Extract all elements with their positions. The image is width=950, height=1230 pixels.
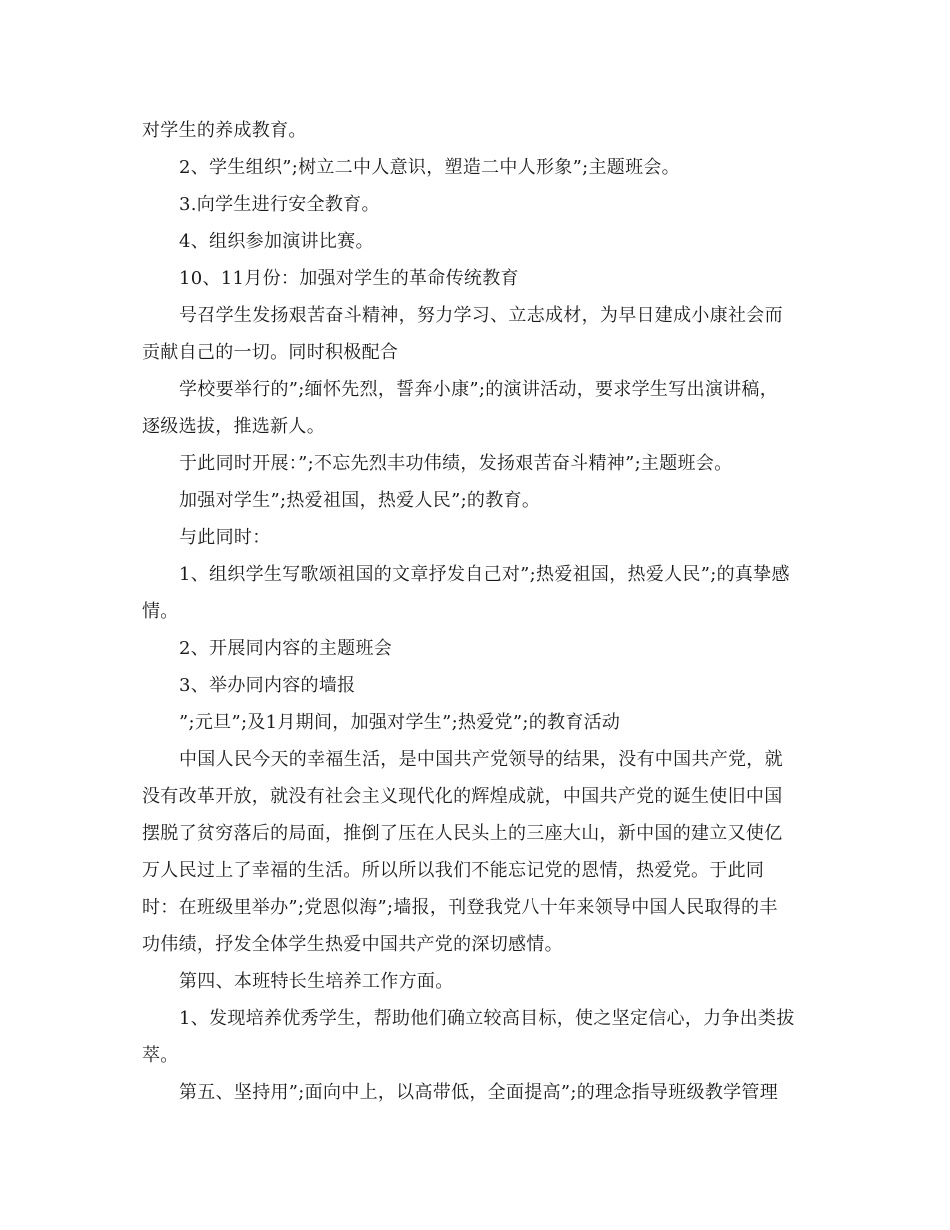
text-line: 时：在班级里举办”;党恩似海”;墙报，刊登我党八十年来领导中国人民取得的丰 bbox=[142, 897, 778, 918]
text-line: 3、举办同内容的墙报 bbox=[179, 675, 356, 696]
text-line: 贡献自己的一切。同时积极配合 bbox=[142, 342, 399, 363]
document-body bbox=[142, 112, 812, 1111]
text-line: 加强对学生”;热爱祖国，热爱人民”;的教育。 bbox=[179, 490, 541, 511]
text-line: 号召学生发扬艰苦奋斗精神，努力学习、立志成材，为早日建成小康社会而 bbox=[179, 305, 783, 326]
text-line: 摆脱了贫穷落后的局面，推倒了压在人民头上的三座大山，新中国的建立又使亿 bbox=[142, 823, 783, 844]
text-line: 情。 bbox=[142, 601, 179, 622]
text-line: 2、开展同内容的主题班会 bbox=[179, 638, 393, 659]
text-line: 万人民过上了幸福的生活。所以所以我们不能忘记党的恩情，热爱党。于此同 bbox=[142, 860, 765, 881]
text-line: 第四、本班特长生培养工作方面。 bbox=[179, 971, 454, 992]
text-line: 功伟绩，抒发全体学生热爱中国共产党的深切感情。 bbox=[142, 934, 563, 955]
text-line: 与此同时： bbox=[179, 527, 271, 548]
text-line: 萃。 bbox=[142, 1045, 179, 1066]
text-line: 对学生的养成教育。 bbox=[142, 120, 307, 141]
text-line: 第五、坚持用”;面向中上，以高带低，全面提高”;的理念指导班级教学管理 bbox=[179, 1082, 779, 1103]
text-line: 1、发现培养优秀学生，帮助他们确立较高目标，使之坚定信心，力争出类拔 bbox=[179, 1008, 795, 1029]
text-line: ”;元旦”;及1月期间，加强对学生”;热爱党”;的教育活动 bbox=[179, 712, 621, 733]
text-line: 没有改革开放，就没有社会主义现代化的辉煌成就，中国共产党的诞生使旧中国 bbox=[142, 786, 783, 807]
text-line: 10、11月份：加强对学生的革命传统教育 bbox=[179, 268, 519, 289]
text-line: 2、学生组织”;树立二中人意识，塑造二中人形象”;主题班会。 bbox=[179, 157, 680, 178]
text-line: 逐级选拔，推选新人。 bbox=[142, 416, 325, 437]
text-line: 于此同时开展：”;不忘先烈丰功伟绩，发扬艰苦奋斗精神”;主题班会。 bbox=[179, 453, 733, 474]
text-line: 4、组织参加演讲比赛。 bbox=[179, 231, 374, 252]
text-line: 3.向学生进行安全教育。 bbox=[179, 194, 380, 215]
text-line: 1、组织学生写歌颂祖国的文章抒发自己对”;热爱祖国，热爱人民”;的真挚感 bbox=[179, 564, 790, 585]
text-line: 中国人民今天的幸福生活，是中国共产党领导的结果，没有中国共产党，就 bbox=[179, 749, 783, 770]
text-line: 学校要举行的”;缅怀先烈，誓奔小康”;的演讲活动，要求学生写出演讲稿， bbox=[179, 379, 779, 400]
